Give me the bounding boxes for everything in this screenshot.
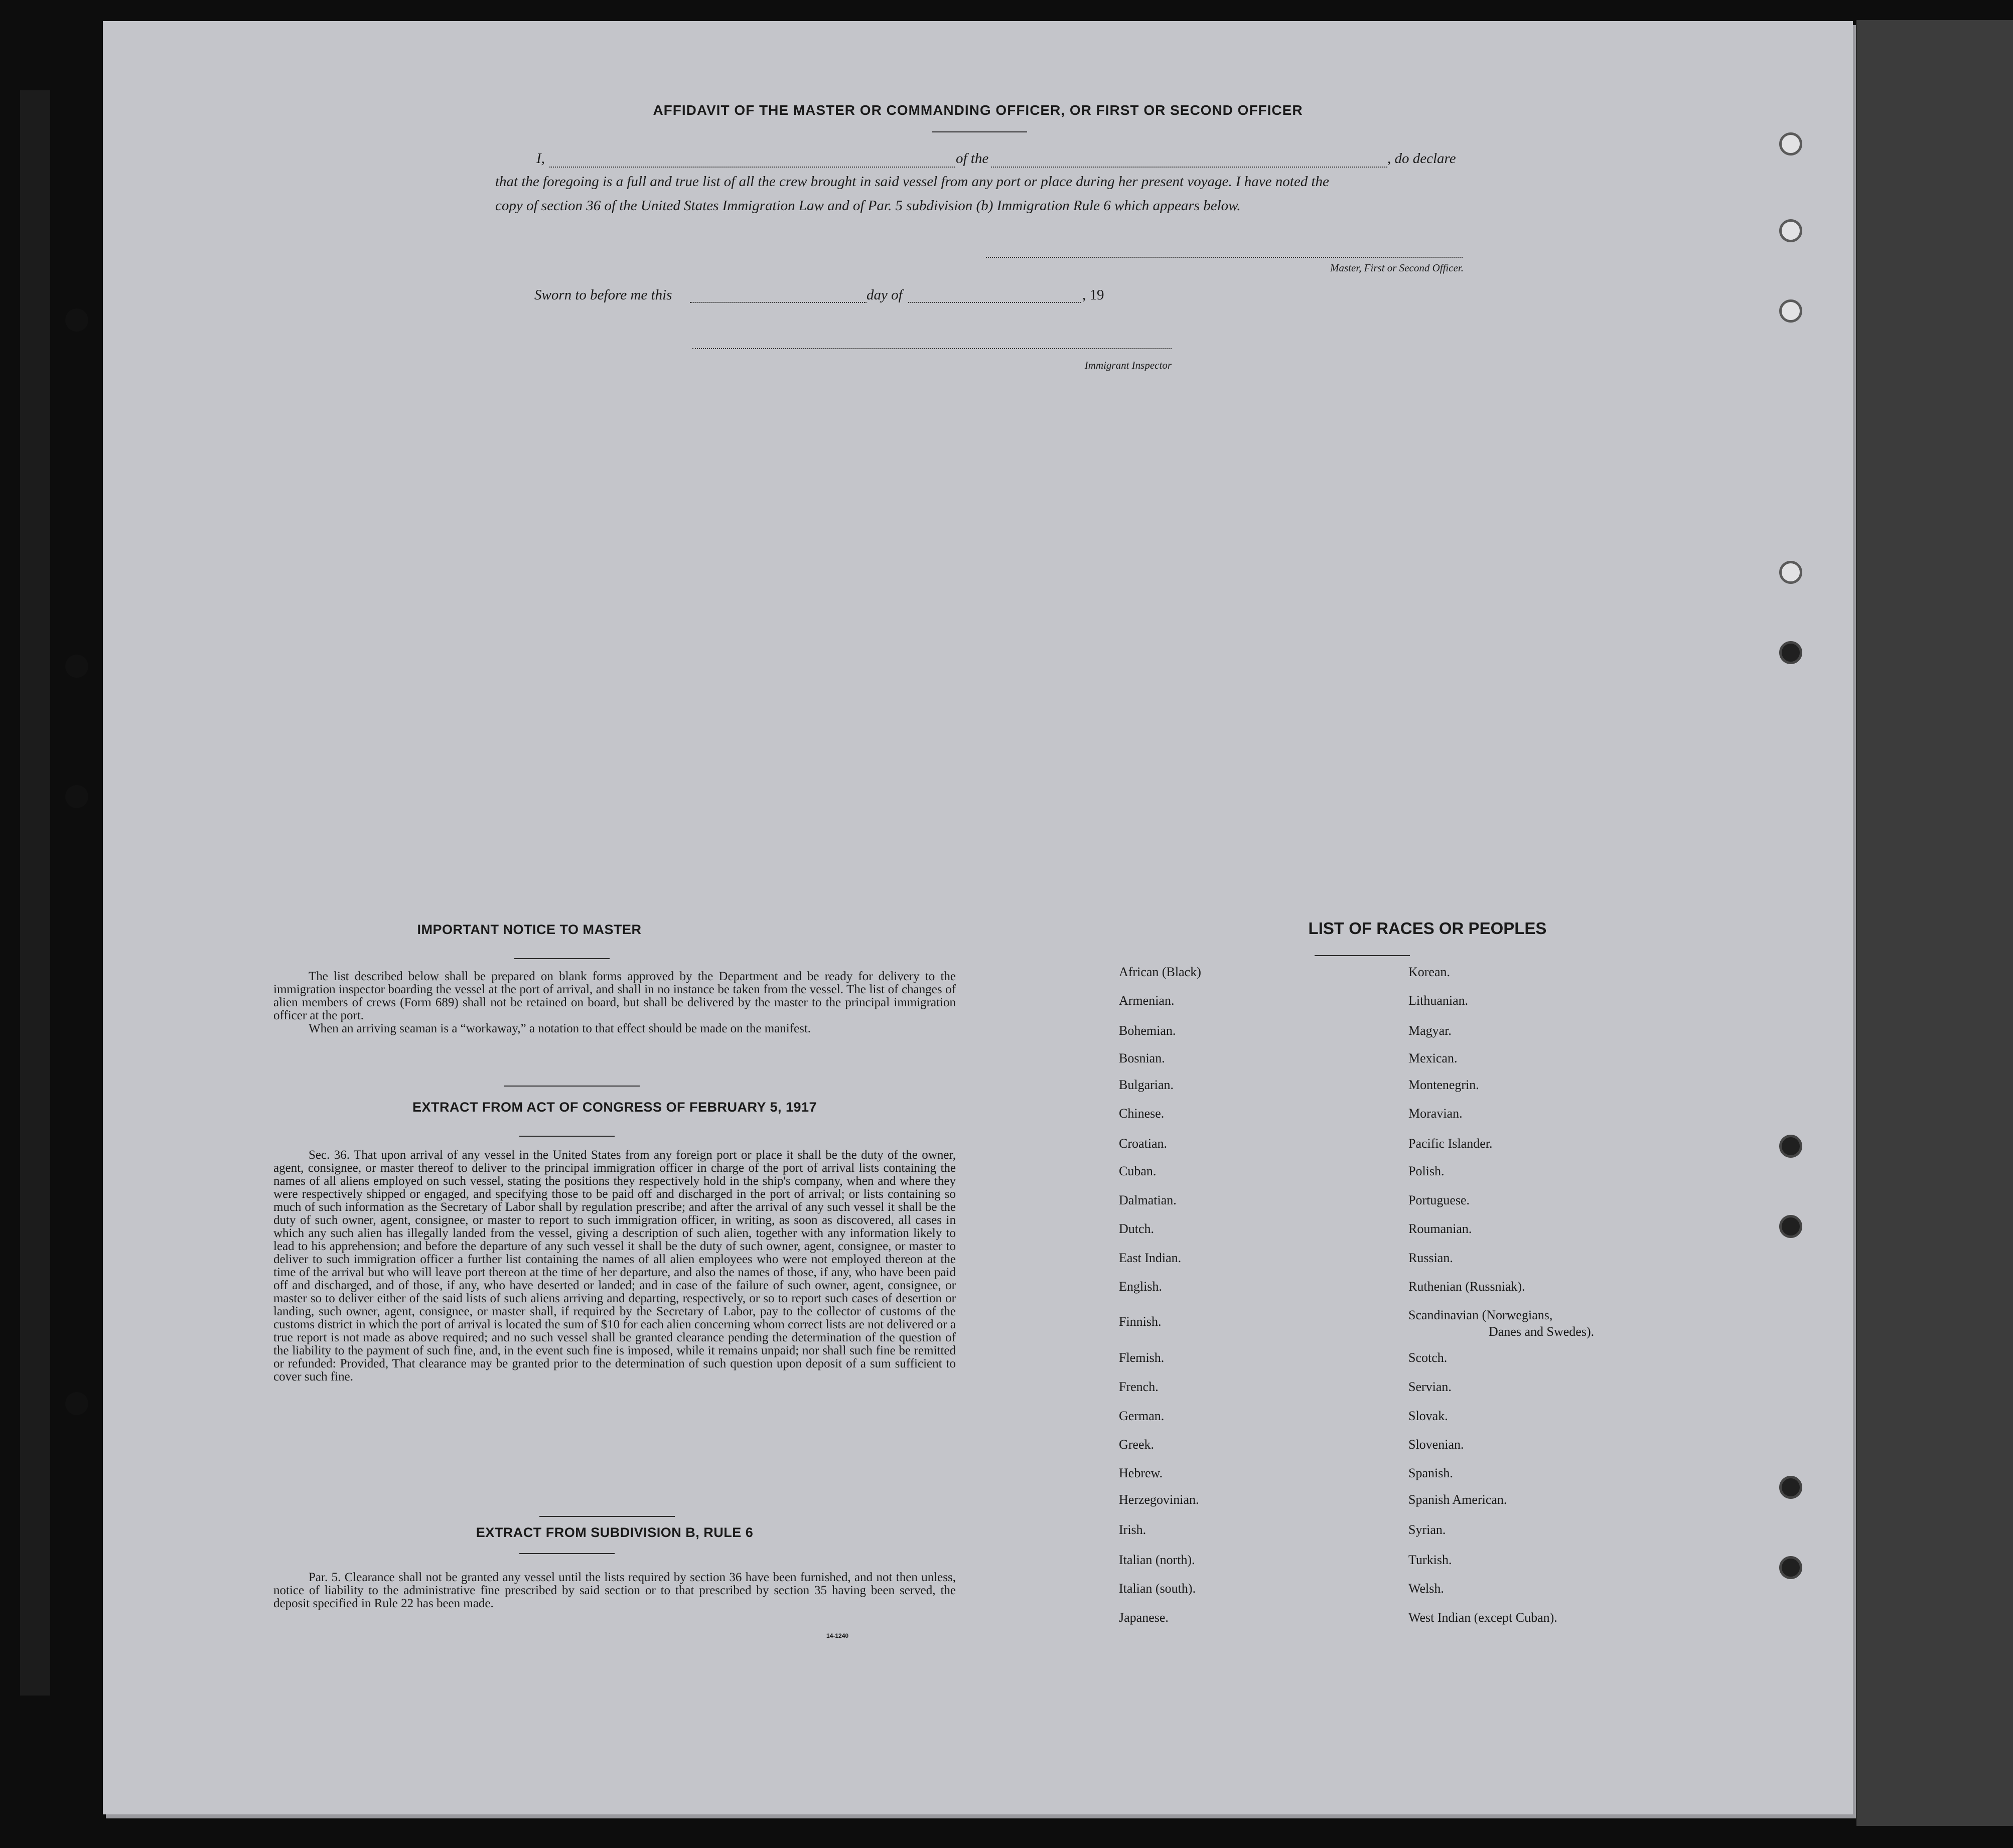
race-item: Scotch. bbox=[1408, 1350, 1448, 1365]
binder-hole bbox=[1779, 1215, 1802, 1238]
race-item: Herzegovinian. bbox=[1119, 1492, 1199, 1507]
divider bbox=[539, 1516, 675, 1517]
race-item: Servian. bbox=[1408, 1379, 1452, 1394]
binder-hole bbox=[1779, 1135, 1802, 1158]
race-item: Croatian. bbox=[1119, 1136, 1168, 1151]
inspector-caption: Immigrant Inspector bbox=[1084, 359, 1172, 371]
binder-hole bbox=[65, 655, 88, 678]
race-item: Mexican. bbox=[1408, 1051, 1458, 1065]
affidavit-do-declare: , do declare bbox=[1387, 150, 1456, 167]
race-item: Dutch. bbox=[1119, 1221, 1155, 1236]
race-item: Korean. bbox=[1408, 965, 1451, 979]
race-item: Ruthenian (Russniak). bbox=[1408, 1279, 1525, 1294]
extract-rule-body bbox=[273, 1571, 956, 1610]
notice-body bbox=[273, 970, 956, 1035]
section-36-text: Sec. 36. That upon arrival of any vessel in the United States from any foreign port or place it shall be the duty of the owner, agent, consignee, or master thereof to deliver to the principal immigration officer in charge of the port of arrival lists containing the names of all aliens employed on such vessel, stating the positions they respectively hold in the ship's company, when and where they were respectively shipped or engaged, and specifying those to be paid off and discharged in the port of arrival; or lists containing so much of such information as the Secretary of Labor shall by regulation prescribe; and after the arrival of any such vessel it shall be the duty of such owner, agent, consignee, or master to report to such immigration officer, in writing, as soon as discovered, all cases in which any such alien has illegally landed from the vessel, giving a description of such alien, together with any information likely to lead to his apprehension; and before the departure of any such vessel it shall be the duty of such owner, agent, consignee, or master to deliver to such immigration officer a further list containing the names of all alien employees who were not employed thereon at the time of the arrival but who will leave port thereon at the time of her departure, and also the names of those, if any, who have been paid off and discharged, and of those, if any, who have deserted or landed; and in case of the failure of such owner, agent, consignee, or master so to deliver either of the said lists of such aliens arriving and departing, respectively, or so to report such cases of desertion or landing, such owner, agent, consignee, or master shall, if required by the Secretary of Labor, pay to the collector of customs of the customs district in which the port of arrival is located the sum of $10 for each alien concerning whom correct lists are not delivered or a true report is not made as above required; and no such vessel shall be granted clearance pending the determination of the question of the liability to the payment of such fine, and, in the event such fine is imposed, while it remains unpaid; nor shall such fine be remitted or refunded: Provided, That clearance may be granted prior to the determination of such question upon deposit of a sum sufficient to cover such fine. bbox=[273, 1148, 956, 1383]
race-item: Slovak. bbox=[1408, 1409, 1448, 1423]
race-item: Dalmatian. bbox=[1119, 1193, 1177, 1207]
notice-paragraph-1: The list described below shall be prepared on blank forms approved by the Department and be ready for delivery to the immigration inspector boarding the vessel at the port of arrival, and shall in no instance be taken from the vessel. The list of changes of alien members of crews (Form 689) shall not be retained on board, but shall be delivered by the master to the principal immigration officer at the port. bbox=[273, 970, 956, 1022]
extract-act-title: EXTRACT FROM ACT OF CONGRESS OF FEBRUARY 5, 1917 bbox=[412, 1100, 817, 1115]
binder-hole bbox=[65, 309, 88, 332]
binder-hole bbox=[1779, 1556, 1802, 1579]
binder-hole bbox=[65, 1392, 88, 1415]
race-item: Irish. bbox=[1119, 1522, 1146, 1537]
race-item: Italian (south). bbox=[1119, 1581, 1196, 1596]
race-item: English. bbox=[1119, 1279, 1162, 1294]
year-label: , 19 bbox=[1082, 287, 1104, 303]
notice-paragraph-2: When an arriving seaman is a “workaway,” a notation to that effect should be made on the manifest. bbox=[309, 1022, 811, 1035]
inspector-signature-line[interactable] bbox=[692, 348, 1172, 349]
extract-rule-title: EXTRACT FROM SUBDIVISION B, RULE 6 bbox=[476, 1525, 754, 1540]
day-of-label: day of bbox=[867, 287, 903, 303]
form-number: 14-1240 bbox=[826, 1632, 849, 1639]
binder-hole bbox=[1779, 641, 1802, 664]
affidavit-body-line-2: copy of section 36 of the United States Immigration Law and of Par. 5 subdivision (b) Immigration Rule 6 which appears below. bbox=[495, 198, 1241, 214]
race-item: Polish. bbox=[1408, 1164, 1445, 1178]
race-item: Spanish. bbox=[1408, 1466, 1453, 1480]
backing-sheet bbox=[1856, 20, 2013, 1826]
race-item: Turkish. bbox=[1408, 1553, 1452, 1567]
binder-hole bbox=[1779, 1476, 1802, 1499]
race-item: Cuban. bbox=[1119, 1164, 1157, 1178]
race-item: Armenian. bbox=[1119, 993, 1175, 1008]
vessel-field[interactable] bbox=[991, 167, 1387, 168]
race-item: Chinese. bbox=[1119, 1106, 1165, 1121]
race-scandinavian-continued: Danes and Swedes). bbox=[1489, 1324, 1595, 1339]
divider bbox=[519, 1553, 615, 1554]
binder-hole bbox=[1779, 561, 1802, 584]
affidavit-i-label: I, bbox=[536, 150, 545, 167]
binder-hole bbox=[1779, 219, 1802, 242]
notice-title: IMPORTANT NOTICE TO MASTER bbox=[417, 922, 642, 937]
race-item: Italian (north). bbox=[1119, 1553, 1195, 1567]
race-item: Bohemian. bbox=[1119, 1023, 1176, 1038]
officer-signature-caption: Master, First or Second Officer. bbox=[1330, 262, 1464, 274]
race-item: Hebrew. bbox=[1119, 1466, 1163, 1480]
divider bbox=[932, 131, 1027, 132]
affidavit-title: AFFIDAVIT OF THE MASTER OR COMMANDING OFFICER, OR FIRST OR SECOND OFFICER bbox=[653, 102, 1303, 118]
par-5-text: Par. 5. Clearance shall not be granted any vessel until the lists required by section 36 have been furnished, and not then unless, notice of liability to the administrative fine prescribed by said section or to that prescribed by section 35 having been served, the deposit specified in Rule 22 has been made. bbox=[273, 1571, 956, 1610]
name-field[interactable] bbox=[549, 167, 955, 168]
race-item: Roumanian. bbox=[1408, 1221, 1472, 1236]
divider bbox=[1315, 955, 1410, 956]
race-item: Russian. bbox=[1408, 1251, 1453, 1265]
race-item: Slovenian. bbox=[1408, 1437, 1464, 1452]
race-item: West Indian (except Cuban). bbox=[1408, 1610, 1557, 1625]
affidavit-body-line-1: that the foregoing is a full and true list of all the crew brought in said vessel from any port or place during her present voyage. I have noted the bbox=[495, 174, 1329, 190]
race-item: East Indian. bbox=[1119, 1251, 1182, 1265]
form-page bbox=[103, 21, 1853, 1814]
race-item: Greek. bbox=[1119, 1437, 1155, 1452]
race-item: Magyar. bbox=[1408, 1023, 1452, 1038]
affidavit-of-the-label: of the bbox=[956, 150, 989, 167]
race-item: Lithuanian. bbox=[1408, 993, 1469, 1008]
divider bbox=[519, 1136, 615, 1137]
binder-hole bbox=[1779, 299, 1802, 323]
binder-edge bbox=[20, 90, 50, 1696]
race-item: Moravian. bbox=[1408, 1106, 1463, 1121]
race-item: Bulgarian. bbox=[1119, 1077, 1174, 1092]
race-item: Bosnian. bbox=[1119, 1051, 1165, 1065]
race-item: Japanese. bbox=[1119, 1610, 1169, 1625]
race-item: French. bbox=[1119, 1379, 1159, 1394]
race-item: Welsh. bbox=[1408, 1581, 1444, 1596]
sworn-day-field[interactable] bbox=[690, 302, 867, 303]
race-item: German. bbox=[1119, 1409, 1165, 1423]
divider bbox=[514, 958, 610, 959]
sworn-label: Sworn to before me this bbox=[534, 287, 672, 303]
sworn-month-field[interactable] bbox=[908, 302, 1081, 303]
race-item: Syrian. bbox=[1408, 1522, 1446, 1537]
binder-hole bbox=[65, 785, 88, 808]
race-item: African (Black) bbox=[1119, 965, 1201, 979]
divider bbox=[504, 1086, 640, 1087]
officer-signature-line[interactable] bbox=[986, 257, 1463, 258]
races-title: LIST OF RACES OR PEOPLES bbox=[1308, 919, 1547, 938]
race-item: Finnish. bbox=[1119, 1314, 1162, 1329]
race-item: Flemish. bbox=[1119, 1350, 1165, 1365]
binder-hole bbox=[1779, 132, 1802, 156]
race-item: Pacific Islander. bbox=[1408, 1136, 1493, 1151]
extract-act-body bbox=[273, 1149, 956, 1383]
race-item: Portuguese. bbox=[1408, 1193, 1470, 1207]
race-item: Scandinavian (Norwegians, bbox=[1408, 1308, 1553, 1322]
race-item: Spanish American. bbox=[1408, 1492, 1507, 1507]
race-item: Montenegrin. bbox=[1408, 1077, 1479, 1092]
